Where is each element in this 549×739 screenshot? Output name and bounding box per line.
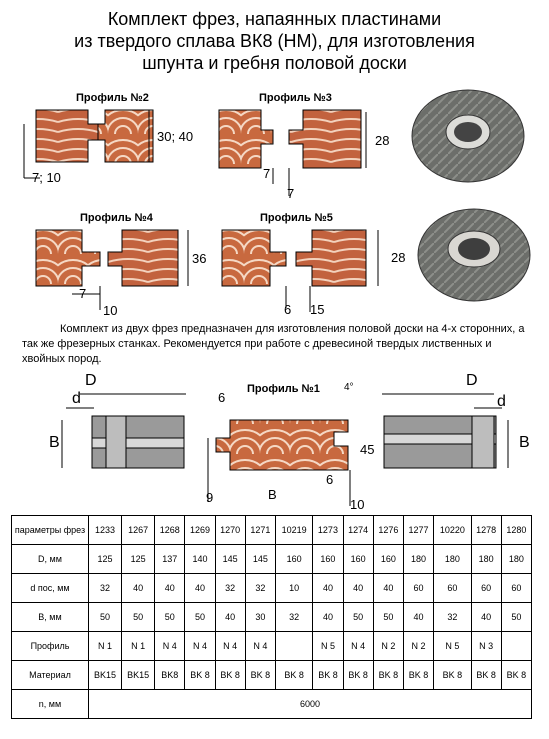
profile-5-dim-1: 6	[284, 302, 292, 317]
table-cell: 125	[89, 545, 122, 574]
table-cell: 40	[403, 603, 433, 632]
table-cell: BK15	[122, 661, 155, 690]
table-cell: 40	[122, 574, 155, 603]
table-cell: BK 8	[403, 661, 433, 690]
table-code: 1269	[185, 516, 215, 545]
table-cell: 180	[471, 545, 501, 574]
table-cell: 40	[155, 574, 185, 603]
table-row-label: B, мм	[12, 603, 89, 632]
title-line-2: из твердого сплава ВК8 (НМ), для изготовления	[74, 31, 475, 51]
profile-5-height: 28	[391, 250, 406, 265]
profile-3-dim-1: 7	[263, 166, 271, 181]
cutter-right-d-label: D	[466, 372, 478, 389]
profile-2-depth: 7; 10	[32, 170, 61, 185]
profile-1-dim-6b: 6	[326, 472, 334, 487]
table-cell: 50	[122, 603, 155, 632]
table-code: 1233	[89, 516, 122, 545]
table-cell: 40	[185, 574, 215, 603]
table-cell: 32	[434, 603, 471, 632]
table-cell: 40	[471, 603, 501, 632]
table-row	[12, 574, 532, 603]
cutter-left-small-d-label: d	[72, 390, 81, 407]
table-code: 1277	[403, 516, 433, 545]
parameters-table	[11, 515, 532, 719]
cutter-photo-1	[408, 84, 528, 188]
table-cell: 180	[434, 545, 471, 574]
table-code: 1267	[122, 516, 155, 545]
table-header-row	[12, 516, 532, 545]
table-row-label: Материал	[12, 661, 89, 690]
table-cell: 40	[373, 574, 403, 603]
table-code: 1278	[471, 516, 501, 545]
title-line-3: шпунта и гребня половой доски	[142, 53, 407, 73]
table-cell: 180	[501, 545, 531, 574]
document-title	[0, 8, 549, 74]
cutter-drawing-right	[378, 372, 528, 487]
cutter-drawing-left	[40, 372, 192, 487]
table-header-label: параметры фрез	[12, 516, 89, 545]
table-row-label: d пос, мм	[12, 574, 89, 603]
table-cell: N 4	[155, 632, 185, 661]
table-cell: N 1	[89, 632, 122, 661]
cutter-left-b-label: B	[49, 434, 60, 451]
table-cell: 32	[275, 603, 312, 632]
table-code: 1274	[343, 516, 373, 545]
table-cell: 50	[373, 603, 403, 632]
profile-3-label: Профиль №3	[259, 92, 332, 104]
table-cell: N 5	[313, 632, 343, 661]
table-cell: BK8	[155, 661, 185, 690]
table-cell: 160	[343, 545, 373, 574]
table-cell: 50	[343, 603, 373, 632]
description-text: Комплект из двух фрез предназначен для изготовления половой доски на 4-х сторонних, а так же фрезерных станках. Рекомендуется при работе с древесиной твердых лиственных и хвойных пород.	[22, 323, 525, 365]
table-cell: 140	[185, 545, 215, 574]
table-cell: 32	[245, 574, 275, 603]
table-cell: 40	[343, 574, 373, 603]
table-cell: 60	[434, 574, 471, 603]
title-line-1: Комплект фрез, напаянных пластинами	[107, 9, 442, 29]
table-cell: N 4	[245, 632, 275, 661]
table-cell: 145	[245, 545, 275, 574]
table-cell: 160	[275, 545, 312, 574]
table-code: 1271	[245, 516, 275, 545]
table-cell: 60	[403, 574, 433, 603]
profile-1-figure	[200, 394, 370, 506]
profile-1-dim-10: 10	[350, 497, 365, 512]
table-cell: 32	[89, 574, 122, 603]
table-cell: N 2	[373, 632, 403, 661]
table-code: 1268	[155, 516, 185, 545]
table-code: 10220	[434, 516, 471, 545]
table-cell: 30	[245, 603, 275, 632]
profile-1-dim-6: 6	[218, 390, 226, 405]
table-cell: 10	[275, 574, 312, 603]
table-cell: 145	[215, 545, 245, 574]
table-cell: 180	[403, 545, 433, 574]
table-cell: BK 8	[501, 661, 531, 690]
table-cell: BK 8	[434, 661, 471, 690]
table-cell: BK 8	[343, 661, 373, 690]
cutter-right-small-d-label: d	[497, 393, 506, 410]
table-cell: BK15	[89, 661, 122, 690]
table-row-label: Профиль	[12, 632, 89, 661]
table-cell	[275, 632, 312, 661]
profile-1-label: Профиль №1	[247, 383, 320, 395]
table-cell: 40	[215, 603, 245, 632]
table-code: 1273	[313, 516, 343, 545]
table-cell: 50	[185, 603, 215, 632]
table-speed-value: 6000	[89, 690, 532, 719]
table-row	[12, 603, 532, 632]
table-cell: 160	[313, 545, 343, 574]
table-cell: 40	[313, 603, 343, 632]
table-cell: N 5	[434, 632, 471, 661]
profile-2-label: Профиль №2	[76, 92, 149, 104]
profile-1-b-label: B	[268, 487, 277, 502]
table-code: 1280	[501, 516, 531, 545]
profile-4-label: Профиль №4	[80, 212, 153, 224]
profile-2-height: 30; 40	[157, 129, 194, 144]
table-cell: N 4	[215, 632, 245, 661]
table-cell: 50	[501, 603, 531, 632]
table-cell: 125	[122, 545, 155, 574]
cutter-photo-2	[414, 203, 534, 308]
table-cell: 32	[215, 574, 245, 603]
table-code: 1276	[373, 516, 403, 545]
profile-3-height: 28	[375, 133, 390, 148]
table-cell: 137	[155, 545, 185, 574]
table-row-label: D, мм	[12, 545, 89, 574]
table-code: 10219	[275, 516, 312, 545]
profile-5-dim-2: 15	[310, 302, 325, 317]
table-cell: N 1	[122, 632, 155, 661]
profile-5-figure	[214, 224, 384, 316]
profile-4-dim-2: 10	[103, 303, 118, 318]
table-cell: N 2	[403, 632, 433, 661]
profile-1-dim-9: 9	[206, 490, 214, 505]
table-cell: BK 8	[373, 661, 403, 690]
table-row	[12, 545, 532, 574]
table-speed-row	[12, 690, 532, 719]
table-cell: BK 8	[313, 661, 343, 690]
profile-3-dim-2: 7	[287, 186, 295, 201]
table-speed-label: n, мм	[12, 690, 89, 719]
table-cell: BK 8	[245, 661, 275, 690]
table-cell: 50	[89, 603, 122, 632]
table-cell	[501, 632, 531, 661]
table-cell: BK 8	[471, 661, 501, 690]
table-row	[12, 661, 532, 690]
table-cell: 50	[155, 603, 185, 632]
table-cell: 60	[501, 574, 531, 603]
table-cell: BK 8	[185, 661, 215, 690]
table-cell: N 4	[185, 632, 215, 661]
profile-4-figure	[28, 224, 200, 312]
profile-5-label: Профиль №5	[260, 212, 333, 224]
profile-4-dim-1: 7	[79, 286, 87, 301]
table-cell: 40	[313, 574, 343, 603]
table-row	[12, 632, 532, 661]
table-code: 1270	[215, 516, 245, 545]
cutter-left-d-label: D	[85, 372, 97, 389]
table-cell: N 3	[471, 632, 501, 661]
profile-1-angle: 4°	[344, 382, 354, 393]
profile-1-height: 45	[360, 442, 375, 457]
table-cell: 160	[373, 545, 403, 574]
profile-4-height: 36	[192, 251, 207, 266]
table-cell: BK 8	[215, 661, 245, 690]
table-cell: N 4	[343, 632, 373, 661]
table-cell: BK 8	[275, 661, 312, 690]
cutter-right-b-label: B	[519, 434, 530, 451]
table-cell: 60	[471, 574, 501, 603]
